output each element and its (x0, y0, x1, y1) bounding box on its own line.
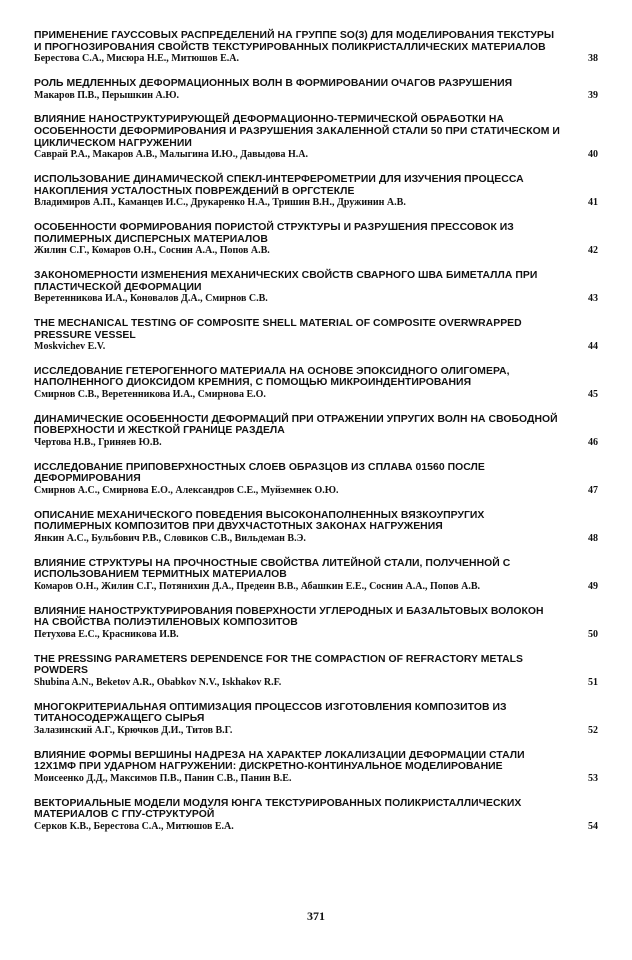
entry-title: ВЕКТОРИАЛЬНЫЕ МОДЕЛИ МОДУЛЯ ЮНГА ТЕКСТУРИРОВАННЫХ ПОЛИКРИСТАЛЛИЧЕСКИХ МАТЕРИАЛОВ С ГПУ-СТРУКТУРОЙ (34, 797, 522, 821)
entry-page-number: 50 (588, 629, 598, 640)
toc-entry (34, 78, 602, 101)
entry-authors: Moskvichev E.V. (34, 341, 106, 353)
toc-entry (34, 318, 602, 353)
entry-page-number: 48 (588, 533, 598, 545)
entry-authors: Серков К.В., Берестова С.А., Митюшов Е.А. (34, 820, 234, 832)
entry-authors: Жилин С.Г., Комаров О.Н., Соснин А.А., Попов А.В. (34, 245, 270, 257)
entry-title: THE MECHANICAL TESTING OF COMPOSITE SHELL MATERIAL OF COMPOSITE OVERWRAPPED PRESSURE VESSEL (34, 317, 522, 341)
toc-entry (34, 222, 602, 257)
entry-title: МНОГОКРИТЕРИАЛЬНАЯ ОПТИМИЗАЦИЯ ПРОЦЕССОВ ИЗГОТОВЛЕНИЯ КОМПОЗИТОВ ИЗ ТИТАНОСОДЕРЖАЩЕГО СЫРЬЯ (34, 701, 507, 725)
entry-page-number: 51 (588, 676, 598, 688)
entry-page-number: 42 (588, 245, 598, 257)
toc-entry (34, 654, 602, 689)
entry-authors: Берестова С.А., Мисюра Н.Е., Митюшов Е.А. (34, 53, 240, 65)
entry-title: ВЛИЯНИЕ СТРУКТУРЫ НА ПРОЧНОСТНЫЕ СВОЙСТВА ЛИТЕЙНОЙ СТАЛИ, ПОЛУЧЕННОЙ С ИСПОЛЬЗОВАНИЕМ ТЕРМИТНЫХ МАТЕРИАЛОВ (34, 557, 511, 581)
toc-entry (34, 510, 602, 545)
toc-entry (34, 270, 602, 305)
toc-entry (34, 558, 602, 593)
entry-authors: Макаров П.В., Перышкин А.Ю. (34, 89, 180, 101)
entry-page-number: 38 (588, 53, 598, 65)
entry-title: ИССЛЕДОВАНИЕ ПРИПОВЕРХНОСТНЫХ СЛОЕВ ОБРАЗЦОВ ИЗ СПЛАВА 01560 ПОСЛЕ ДЕФОРМИРОВАНИЯ (34, 461, 485, 485)
entry-page-number: 39 (588, 89, 598, 101)
entry-authors: Моисеенко Д.Д., Максимов П.В., Панин С.В., Панин В.Е. (34, 772, 292, 784)
entry-page-number: 43 (588, 293, 598, 305)
entry-page-number: 53 (588, 772, 598, 784)
toc-entry (34, 702, 602, 737)
entry-page-number: 45 (588, 389, 598, 401)
entry-authors: Shubina A.N., Beketov A.R., Obabkov N.V., Iskhakov R.F. (34, 676, 282, 688)
toc-entry (34, 606, 602, 641)
entry-authors: Чертова Н.В., Гриняев Ю.В. (34, 437, 162, 449)
entry-authors: Залазинский А.Г., Крючков Д.И., Титов В.Г. (34, 724, 233, 736)
entry-authors: Веретенникова И.А., Коновалов Д.А., Смирнов С.В. (34, 293, 268, 305)
entry-authors: Саврай Р.А., Макаров А.В., Малыгина И.Ю., Давыдова Н.А. (34, 149, 309, 161)
entry-page-number: 54 (588, 820, 598, 832)
entry-page-number: 40 (588, 149, 598, 161)
entry-authors: Петухова Е.С., Красникова И.В. (34, 629, 179, 640)
entry-title: ЗАКОНОМЕРНОСТИ ИЗМЕНЕНИЯ МЕХАНИЧЕСКИХ СВОЙСТВ СВАРНОГО ШВА БИМЕТАЛЛА ПРИ ПЛАСТИЧЕСКОЙ ДЕФОРМАЦИИ (34, 269, 538, 293)
toc-entry (34, 462, 602, 497)
entry-title: ВЛИЯНИЕ ФОРМЫ ВЕРШИНЫ НАДРЕЗА НА ХАРАКТЕР ЛОКАЛИЗАЦИИ ДЕФОРМАЦИИ СТАЛИ 12Х1МФ ПРИ УДАРНОМ НАГРУЖЕНИИ: ДИСКРЕТНО-КОНТИНУАЛЬНОЕ МОДЕЛИРОВАНИЕ (34, 749, 525, 773)
entry-title: ОСОБЕННОСТИ ФОРМИРОВАНИЯ ПОРИСТОЙ СТРУКТУРЫ И РАЗРУШЕНИЯ ПРЕССОВОК ИЗ ПОЛИМЕРНЫХ ДИСПЕРСНЫХ МАТЕРИАЛОВ (34, 221, 514, 245)
entry-title: ОПИСАНИЕ МЕХАНИЧЕСКОГО ПОВЕДЕНИЯ ВЫСОКОНАПОЛНЕННЫХ ВЯЗКОУПРУГИХ ПОЛИМЕРНЫХ КОМПОЗИТОВ ПРИ ДВУХЧАСТОТНЫХ ЗАКОНАХ НАГРУЖЕНИЯ (34, 509, 485, 533)
toc-entry (34, 414, 602, 449)
entry-authors: Смирнов А.С., Смирнова Е.О., Александров С.Е., Муйземнек О.Ю. (34, 485, 339, 497)
entry-page-number: 44 (588, 341, 598, 353)
entry-authors: Смирнов С.В., Веретенникова И.А., Смирнова Е.О. (34, 389, 266, 401)
entry-title: ПРИМЕНЕНИЕ ГАУССОВЫХ РАСПРЕДЕЛЕНИЙ НА ГРУППЕ SO(3) ДЛЯ МОДЕЛИРОВАНИЯ ТЕКСТУРЫ И ПРОГНОЗИРОВАНИЯ СВОЙСТВ ТЕКСТУРИРОВАННЫХ ПОЛИКРИСТАЛЛИЧЕСКИХ МАТЕРИАЛОВ (34, 30, 555, 53)
entry-authors: Янкин А.С., Бульбович Р.В., Словиков С.В., Вильдеман В.Э. (34, 533, 306, 545)
entry-authors: Комаров О.Н., Жилин С.Г., Потянихин Д.А., Предеин В.В., Абашкин Е.Е., Соснин А.А., Попов А.В. (34, 581, 481, 593)
entry-title: ИСПОЛЬЗОВАНИЕ ДИНАМИЧЕСКОЙ СПЕКЛ-ИНТЕРФЕРОМЕТРИИ ДЛЯ ИЗУЧЕНИЯ ПРОЦЕССА НАКОПЛЕНИЯ УСТАЛОСТНЫХ ПОВРЕЖДЕНИЙ В ОРГСТЕКЛЕ (34, 173, 524, 197)
toc-entry (34, 114, 602, 161)
entry-page-number: 49 (588, 581, 598, 593)
toc-entries (34, 30, 602, 846)
toc-entry (34, 798, 602, 833)
entry-title: THE PRESSING PARAMETERS DEPENDENCE FOR THE COMPACTION OF REFRACTORY METALS POWDERS (34, 653, 524, 677)
toc-entry (34, 174, 602, 209)
toc-entry (34, 30, 602, 65)
entry-title: ВЛИЯНИЕ НАНОСТРУКТУРИРУЮЩЕЙ ДЕФОРМАЦИОННО-ТЕРМИЧЕСКОЙ ОБРАБОТКИ НА ОСОБЕННОСТИ ДЕФОРМИРОВАНИЯ И РАЗРУШЕНИЯ ЗАКАЛЕННОЙ СТАЛИ 50 ПРИ СТАТИЧЕСКОМ И ЦИКЛИЧЕСКОМ НАГРУЖЕНИИ (34, 114, 560, 149)
toc-entry (34, 366, 602, 401)
entry-title: ВЛИЯНИЕ НАНОСТРУКТУРИРОВАНИЯ ПОВЕРХНОСТИ УГЛЕРОДНЫХ И БАЗАЛЬТОВЫХ ВОЛОКОН НА СВОЙСТВА ПОЛИЭТИЛЕНОВЫХ КОМПОЗИТОВ (34, 605, 544, 629)
entry-page-number: 47 (588, 485, 598, 497)
entry-page-number: 52 (588, 724, 598, 736)
entry-title: ИССЛЕДОВАНИЕ ГЕТЕРОГЕННОГО МАТЕРИАЛА НА ОСНОВЕ ЭПОКСИДНОГО ОЛИГОМЕРА, НАПОЛНЕННОГО ДИОКСИДОМ КРЕМНИЯ, С ПОМОЩЬЮ МИКРОИНДЕНТИРОВАНИЯ (34, 365, 510, 389)
entry-authors: Владимиров А.П., Каманцев И.С., Друкаренко Н.А., Тришин В.Н., Дружинин А.В. (34, 197, 406, 209)
entry-page-number: 41 (588, 197, 598, 209)
entry-title: ДИНАМИЧЕСКИЕ ОСОБЕННОСТИ ДЕФОРМАЦИЙ ПРИ ОТРАЖЕНИИ УПРУГИХ ВОЛН НА СВОБОДНОЙ ПОВЕРХНОСТИ И ЖЕСТКОЙ ГРАНИЦЕ РАЗДЕЛА (34, 413, 558, 437)
toc-entry (34, 750, 602, 785)
page-number: 371 (307, 909, 325, 923)
entry-page-number: 46 (588, 437, 598, 449)
entry-title: РОЛЬ МЕДЛЕННЫХ ДЕФОРМАЦИОННЫХ ВОЛН В ФОРМИРОВАНИИ ОЧАГОВ РАЗРУШЕНИЯ (34, 77, 513, 89)
